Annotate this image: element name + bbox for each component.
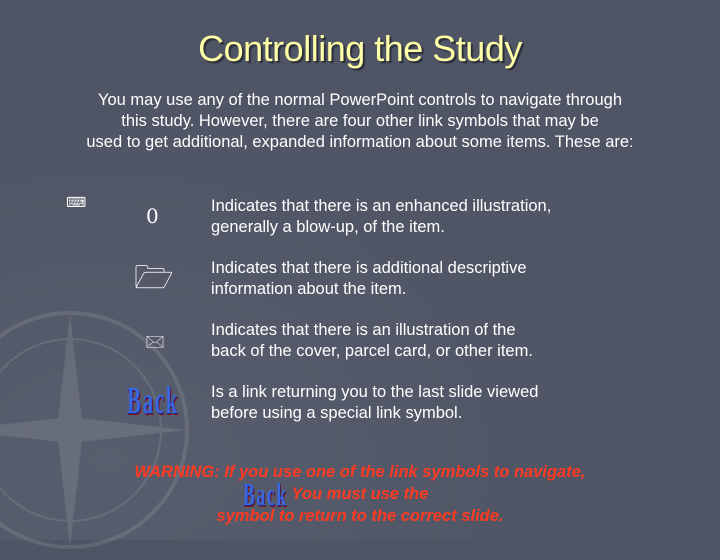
description-line: generally a blow-up, of the item.: [211, 218, 445, 236]
description-line: information about the item.: [211, 280, 407, 298]
back-link-button[interactable]: Back: [127, 380, 179, 422]
envelope-icon[interactable]: 🖂: [145, 332, 165, 351]
intro-line: this study. However, there are four other link symbols that may be: [121, 112, 599, 130]
magnifier-icon[interactable]: 0: [146, 204, 159, 228]
warning-text-after: symbol to return to the correct slide.: [216, 507, 504, 525]
description-line: Indicates that there is additional descriptive: [211, 259, 527, 277]
back-link-description: [211, 382, 631, 424]
intro-line: used to get additional, expanded information about some items. These are:: [86, 133, 634, 151]
warning-back-link-button[interactable]: Back: [243, 476, 288, 512]
warning-text-before: You must use the: [291, 485, 429, 503]
description-line: Is a link returning you to the last slide viewed: [211, 383, 539, 401]
description-line: Indicates that there is an illustration of the: [211, 321, 516, 339]
intro-paragraph: [40, 90, 680, 153]
slide-title: Controlling the Study: [198, 28, 522, 69]
warning-line-1: WARNING: If you use one of the link symbols to navigate,: [134, 463, 586, 481]
intro-line: You may use any of the normal PowerPoint controls to navigate through: [97, 91, 623, 109]
warning-line-2: [0, 483, 720, 527]
description-line: back of the cover, parcel card, or other item.: [211, 342, 533, 360]
enhanced-illustration-description: [211, 196, 631, 238]
keyboard-bullet-icon: ⌨: [66, 194, 87, 210]
description-line: before using a special link symbol.: [211, 404, 463, 422]
additional-description-description: [211, 258, 631, 300]
folder-icon[interactable]: 🗁: [134, 259, 174, 295]
back-cover-description: [211, 320, 631, 362]
warning-message: [0, 461, 720, 527]
description-line: Indicates that there is an enhanced illustration,: [211, 197, 552, 215]
